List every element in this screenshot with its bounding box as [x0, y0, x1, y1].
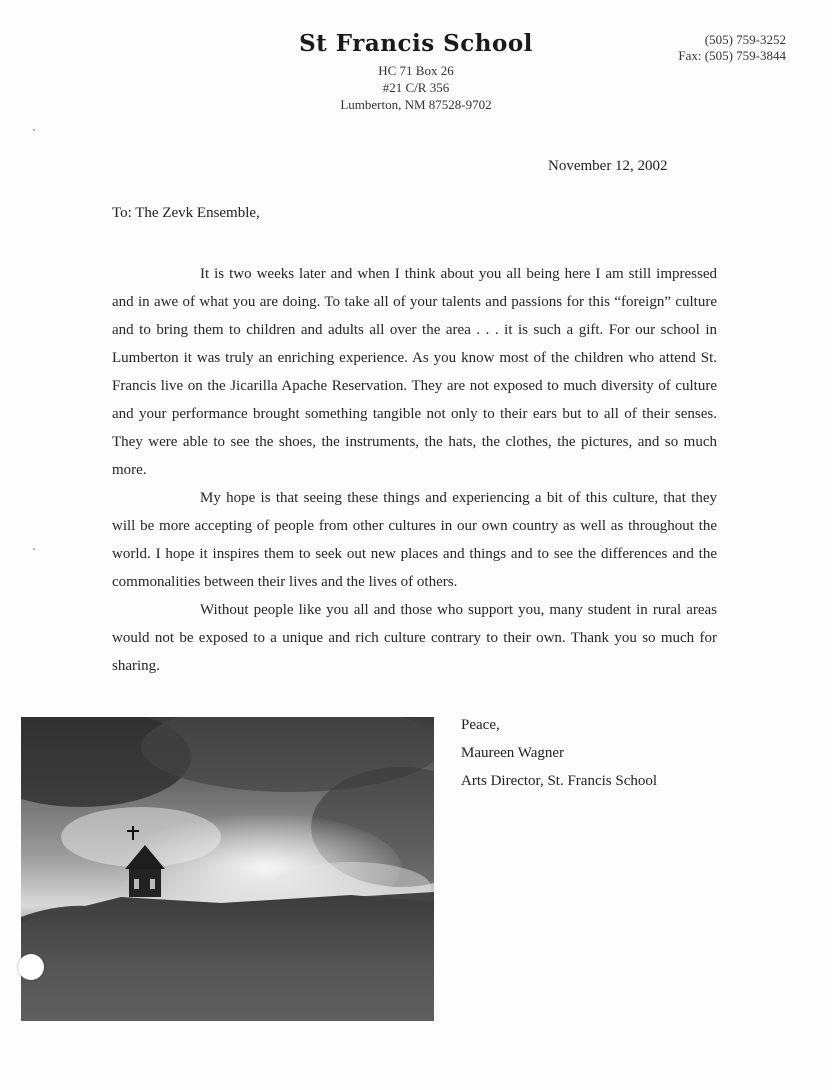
paragraph-1: It is two weeks later and when I think about you all being here I am still impressed and in awe of what you are doing. To take all of your talents and passions for this “foreign” culture and to bring them to children and adults all over the area . . . it is such a gift. For our school in Lumberton it was truly an enriching experience. As you know most of the children who attend St. Francis live on the Jicarilla Apache Reservation. They are not exposed to much diversity of culture and your performance brought something tangible not only to their ears but to all of their senses. They were able to see the shoes, the instruments, the hats, the clothes, the pictures, and so much more. [112, 266, 717, 478]
church-silhouette-photo-icon [21, 717, 434, 1021]
address-line-1: HC 71 Box 26 [378, 63, 454, 78]
school-name: St Francis School [299, 30, 533, 57]
church-photo [21, 717, 434, 1021]
paragraph-2: My hope is that seeing these things and experiencing a bit of this culture, that they will be more accepting of people from other cultures in our own country as well as throughout the world. I hope it inspires them to seek out new places and things and to see the differences and the commonalities between their lives and the lives of others. [112, 490, 717, 590]
signer-title: Arts Director, St. Francis School [461, 773, 658, 789]
address-line-2: #21 C/R 356 [382, 80, 450, 95]
signer-name: Maureen Wagner [461, 745, 565, 761]
paper-speck [33, 129, 35, 131]
paragraph-3: Without people like you all and those who support you, many student in rural areas would not be exposed to a unique and rich culture contrary to their own. Thank you so much for sharing. [112, 602, 717, 674]
salutation: To: The Zevk Ensemble, [112, 205, 260, 221]
punch-hole [18, 954, 44, 980]
paper-speck [33, 548, 35, 550]
valediction: Peace, [461, 717, 500, 733]
fax-number: Fax: (505) 759-3844 [678, 48, 786, 63]
phone-number: (505) 759-3252 [704, 32, 786, 47]
address-line-3: Lumberton, NM 87528-9702 [340, 97, 492, 112]
letter-body [112, 260, 717, 680]
letter-date: November 12, 2002 [548, 158, 668, 174]
